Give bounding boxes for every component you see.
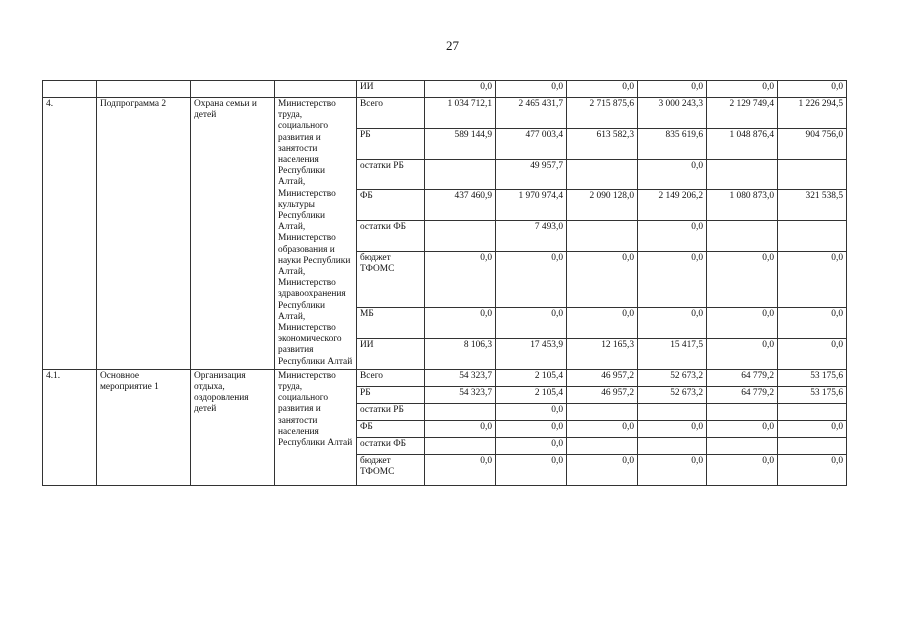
value-cell: 0,0 bbox=[567, 81, 638, 98]
value-cell: 0,0 bbox=[638, 221, 707, 252]
value-cell: 15 417,5 bbox=[638, 339, 707, 370]
value-cell: 835 619,6 bbox=[638, 128, 707, 159]
value-cell: 437 460,9 bbox=[425, 190, 496, 221]
value-cell bbox=[707, 159, 778, 190]
value-cell: 0,0 bbox=[707, 81, 778, 98]
empty-cell bbox=[97, 81, 191, 98]
value-cell: 0,0 bbox=[567, 308, 638, 339]
empty-cell bbox=[275, 81, 357, 98]
value-cell: 54 323,7 bbox=[425, 386, 496, 403]
value-cell bbox=[425, 159, 496, 190]
value-cell: 2 129 749,4 bbox=[707, 98, 778, 129]
value-cell bbox=[638, 437, 707, 454]
value-cell: 12 165,3 bbox=[567, 339, 638, 370]
value-cell bbox=[778, 437, 847, 454]
value-cell: 52 673,2 bbox=[638, 386, 707, 403]
value-cell: 0,0 bbox=[567, 420, 638, 437]
budget-table bbox=[42, 80, 847, 486]
budget-table-body bbox=[43, 81, 847, 486]
item-number-cell: 4.1. bbox=[43, 369, 97, 485]
funding-source-cell: РБ bbox=[357, 128, 425, 159]
value-cell: 46 957,2 bbox=[567, 386, 638, 403]
value-cell: 0,0 bbox=[496, 81, 567, 98]
value-cell: 0,0 bbox=[707, 339, 778, 370]
page-number: 27 bbox=[446, 38, 459, 53]
value-cell bbox=[778, 221, 847, 252]
value-cell: 0,0 bbox=[638, 454, 707, 485]
item-number-cell: 4. bbox=[43, 98, 97, 370]
value-cell: 54 323,7 bbox=[425, 369, 496, 386]
value-cell: 8 106,3 bbox=[425, 339, 496, 370]
value-cell bbox=[567, 437, 638, 454]
funding-source-cell: бюджет ТФОМС bbox=[357, 454, 425, 485]
value-cell: 613 582,3 bbox=[567, 128, 638, 159]
value-cell: 0,0 bbox=[778, 420, 847, 437]
value-cell: 2 105,4 bbox=[496, 369, 567, 386]
value-cell: 0,0 bbox=[778, 81, 847, 98]
value-cell: 0,0 bbox=[425, 454, 496, 485]
value-cell: 46 957,2 bbox=[567, 369, 638, 386]
value-cell bbox=[638, 403, 707, 420]
goal-cell: Охрана семьи и детей bbox=[191, 98, 275, 370]
value-cell bbox=[425, 221, 496, 252]
value-cell: 0,0 bbox=[425, 81, 496, 98]
empty-cell bbox=[191, 81, 275, 98]
value-cell: 2 715 875,6 bbox=[567, 98, 638, 129]
value-cell bbox=[425, 437, 496, 454]
value-cell: 0,0 bbox=[638, 420, 707, 437]
value-cell: 0,0 bbox=[638, 252, 707, 308]
value-cell: 2 465 431,7 bbox=[496, 98, 567, 129]
funding-source-cell: ИИ bbox=[357, 339, 425, 370]
value-cell: 0,0 bbox=[496, 403, 567, 420]
executor-cell: Министерство труда, социального развития и занятости населения Республики Алтай, Министерство культуры Республики Алтай, Министерство образования и науки Республики Алтай, Министерство здравоохранения Республики Алтай, Министерство экономического развития Республики Алтай bbox=[275, 98, 357, 370]
value-cell: 64 779,2 bbox=[707, 386, 778, 403]
value-cell: 2 149 206,2 bbox=[638, 190, 707, 221]
value-cell: 0,0 bbox=[778, 454, 847, 485]
value-cell bbox=[425, 403, 496, 420]
funding-source-cell: ФБ bbox=[357, 420, 425, 437]
value-cell: 2 105,4 bbox=[496, 386, 567, 403]
value-cell: 0,0 bbox=[638, 81, 707, 98]
value-cell: 0,0 bbox=[567, 252, 638, 308]
value-cell: 0,0 bbox=[778, 308, 847, 339]
value-cell: 2 090 128,0 bbox=[567, 190, 638, 221]
funding-source-cell: остатки РБ bbox=[357, 159, 425, 190]
value-cell: 7 493,0 bbox=[496, 221, 567, 252]
value-cell: 0,0 bbox=[638, 308, 707, 339]
value-cell: 17 453,9 bbox=[496, 339, 567, 370]
value-cell: 0,0 bbox=[778, 339, 847, 370]
value-cell: 0,0 bbox=[425, 420, 496, 437]
executor-cell: Министерство труда, социального развития и занятости населения Республики Алтай bbox=[275, 369, 357, 485]
value-cell: 1 048 876,4 bbox=[707, 128, 778, 159]
program-name-cell: Основное мероприятие 1 bbox=[97, 369, 191, 485]
funding-source-cell: Всего bbox=[357, 369, 425, 386]
value-cell bbox=[567, 403, 638, 420]
value-cell: 0,0 bbox=[707, 420, 778, 437]
funding-source-cell: ФБ bbox=[357, 190, 425, 221]
funding-source-cell: Всего bbox=[357, 98, 425, 129]
table-row bbox=[43, 369, 847, 386]
value-cell: 1 970 974,4 bbox=[496, 190, 567, 221]
value-cell: 0,0 bbox=[425, 308, 496, 339]
value-cell: 904 756,0 bbox=[778, 128, 847, 159]
goal-cell: Организация отдыха, оздоровления детей bbox=[191, 369, 275, 485]
value-cell: 64 779,2 bbox=[707, 369, 778, 386]
funding-source-cell: ИИ bbox=[357, 81, 425, 98]
value-cell: 49 957,7 bbox=[496, 159, 567, 190]
value-cell bbox=[778, 159, 847, 190]
value-cell bbox=[707, 437, 778, 454]
value-cell bbox=[567, 159, 638, 190]
funding-source-cell: бюджет ТФОМС bbox=[357, 252, 425, 308]
value-cell: 0,0 bbox=[496, 420, 567, 437]
value-cell bbox=[707, 221, 778, 252]
value-cell bbox=[707, 403, 778, 420]
value-cell: 0,0 bbox=[425, 252, 496, 308]
value-cell bbox=[778, 403, 847, 420]
funding-source-cell: остатки ФБ bbox=[357, 437, 425, 454]
value-cell: 0,0 bbox=[778, 252, 847, 308]
funding-source-cell: остатки РБ bbox=[357, 403, 425, 420]
value-cell: 321 538,5 bbox=[778, 190, 847, 221]
value-cell: 1 226 294,5 bbox=[778, 98, 847, 129]
value-cell: 0,0 bbox=[496, 437, 567, 454]
program-name-cell: Подпрограмма 2 bbox=[97, 98, 191, 370]
value-cell: 0,0 bbox=[707, 252, 778, 308]
value-cell: 477 003,4 bbox=[496, 128, 567, 159]
table-row bbox=[43, 98, 847, 129]
value-cell: 53 175,6 bbox=[778, 369, 847, 386]
value-cell: 1 034 712,1 bbox=[425, 98, 496, 129]
funding-source-cell: МБ bbox=[357, 308, 425, 339]
value-cell: 52 673,2 bbox=[638, 369, 707, 386]
value-cell: 0,0 bbox=[496, 252, 567, 308]
value-cell: 0,0 bbox=[707, 308, 778, 339]
value-cell: 1 080 873,0 bbox=[707, 190, 778, 221]
funding-source-cell: остатки ФБ bbox=[357, 221, 425, 252]
value-cell: 0,0 bbox=[496, 308, 567, 339]
value-cell: 0,0 bbox=[707, 454, 778, 485]
value-cell: 0,0 bbox=[638, 159, 707, 190]
value-cell: 0,0 bbox=[496, 454, 567, 485]
value-cell: 3 000 243,3 bbox=[638, 98, 707, 129]
value-cell bbox=[567, 221, 638, 252]
funding-source-cell: РБ bbox=[357, 386, 425, 403]
value-cell: 0,0 bbox=[567, 454, 638, 485]
empty-cell bbox=[43, 81, 97, 98]
value-cell: 589 144,9 bbox=[425, 128, 496, 159]
table-row bbox=[43, 81, 847, 98]
value-cell: 53 175,6 bbox=[778, 386, 847, 403]
